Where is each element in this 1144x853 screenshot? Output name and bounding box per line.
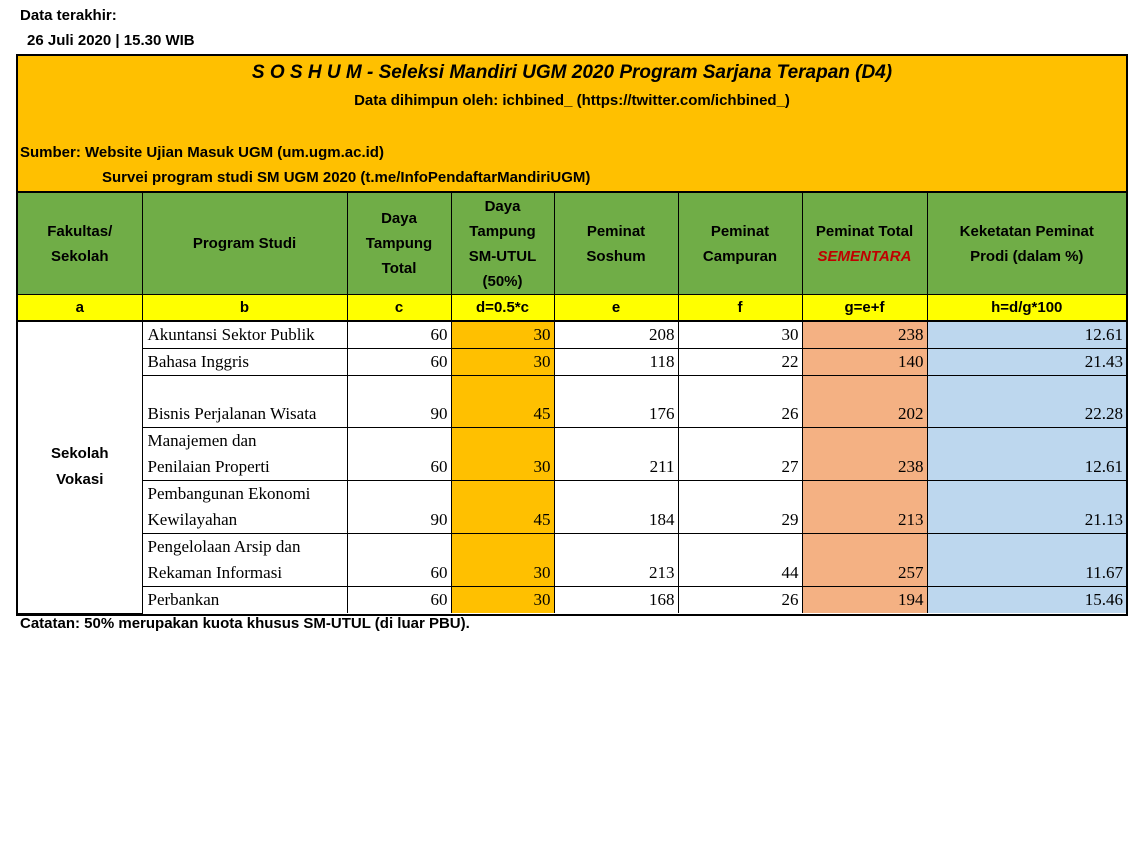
table-row <box>18 321 1126 349</box>
peminat-campuran-cell: 27 <box>678 428 802 481</box>
header-peminat-total: Peminat Total SEMENTARA <box>802 193 927 295</box>
header-peminat-soshum: Peminat Soshum <box>554 193 678 295</box>
formula-cell: c <box>347 295 451 322</box>
admission-table <box>18 192 1126 614</box>
header-keketatan: Keketatan Peminat Prodi (dalam %) <box>927 193 1126 295</box>
peminat-campuran-cell: 26 <box>678 587 802 614</box>
daya-tampung-utul-cell: 45 <box>451 376 554 428</box>
formula-cell: g=e+f <box>802 295 927 322</box>
keketatan-cell: 12.61 <box>927 321 1126 349</box>
header-daya-tampung-total: Daya Tampung Total <box>347 193 451 295</box>
peminat-soshum-cell: 176 <box>554 376 678 428</box>
peminat-soshum-cell: 168 <box>554 587 678 614</box>
formula-row <box>18 295 1126 322</box>
peminat-soshum-cell: 211 <box>554 428 678 481</box>
formula-cell: b <box>142 295 347 322</box>
table-row <box>18 534 1126 587</box>
keketatan-cell: 12.61 <box>927 428 1126 481</box>
daya-tampung-utul-cell: 30 <box>451 428 554 481</box>
program-cell: Perbankan <box>142 587 347 614</box>
program-cell: Manajemen dan Penilaian Properti <box>142 428 347 481</box>
title-banner <box>18 56 1126 192</box>
keketatan-cell: 21.13 <box>927 481 1126 534</box>
daya-tampung-total-cell: 60 <box>347 428 451 481</box>
program-cell: Akuntansi Sektor Publik <box>142 321 347 349</box>
daya-tampung-total-cell: 60 <box>347 587 451 614</box>
header-fakultas: Fakultas/ Sekolah <box>18 193 142 295</box>
spreadsheet <box>16 54 1128 616</box>
compiled-by: Data dihimpun oleh: ichbined_ (https://twitter.com/ichbined_) <box>354 92 790 109</box>
peminat-campuran-cell: 44 <box>678 534 802 587</box>
daya-tampung-utul-cell: 30 <box>451 349 554 376</box>
table-row <box>18 428 1126 481</box>
program-cell: Bisnis Perjalanan Wisata <box>142 376 347 428</box>
table-row <box>18 376 1126 428</box>
peminat-campuran-cell: 26 <box>678 376 802 428</box>
daya-tampung-total-cell: 60 <box>347 534 451 587</box>
peminat-campuran-cell: 29 <box>678 481 802 534</box>
daya-tampung-total-cell: 90 <box>347 376 451 428</box>
header-daya-tampung-sm-utul: Daya Tampung SM-UTUL (50%) <box>451 193 554 295</box>
daya-tampung-utul-cell: 30 <box>451 321 554 349</box>
peminat-total-cell: 257 <box>802 534 927 587</box>
daya-tampung-total-cell: 60 <box>347 321 451 349</box>
source-website: Sumber: Website Ujian Masuk UGM (um.ugm.ac.id) <box>20 144 384 161</box>
keketatan-cell: 15.46 <box>927 587 1126 614</box>
source-survey: Survei program studi SM UGM 2020 (t.me/InfoPendaftarMandiriUGM) <box>102 169 591 186</box>
peminat-total-cell: 213 <box>802 481 927 534</box>
peminat-total-cell: 202 <box>802 376 927 428</box>
formula-cell: e <box>554 295 678 322</box>
program-cell: Pengelolaan Arsip dan Rekaman Informasi <box>142 534 347 587</box>
faculty-cell: Sekolah Vokasi <box>18 321 142 613</box>
table-row <box>18 481 1126 534</box>
daya-tampung-utul-cell: 45 <box>451 481 554 534</box>
peminat-campuran-cell: 30 <box>678 321 802 349</box>
keketatan-cell: 11.67 <box>927 534 1126 587</box>
table-row <box>18 349 1126 376</box>
footnote: Catatan: 50% merupakan kuota khusus SM-UTUL (di luar PBU). <box>20 615 470 632</box>
peminat-campuran-cell: 22 <box>678 349 802 376</box>
last-update-label: Data terakhir: <box>20 7 117 24</box>
program-cell: Bahasa Inggris <box>142 349 347 376</box>
daya-tampung-total-cell: 60 <box>347 349 451 376</box>
peminat-total-cell: 194 <box>802 587 927 614</box>
peminat-total-cell: 238 <box>802 428 927 481</box>
program-cell: Pembangunan Ekonomi Kewilayahan <box>142 481 347 534</box>
formula-cell: a <box>18 295 142 322</box>
keketatan-cell: 21.43 <box>927 349 1126 376</box>
peminat-soshum-cell: 208 <box>554 321 678 349</box>
formula-cell: d=0.5*c <box>451 295 554 322</box>
table-row <box>18 587 1126 614</box>
formula-cell: h=d/g*100 <box>927 295 1126 322</box>
peminat-soshum-cell: 184 <box>554 481 678 534</box>
last-update-datetime: 26 Juli 2020 | 15.30 WIB <box>27 32 195 49</box>
header-program-studi: Program Studi <box>142 193 347 295</box>
sementara-label: SEMENTARA <box>817 247 912 265</box>
sheet-title: S O S H U M - Seleksi Mandiri UGM 2020 Program Sarjana Terapan (D4) <box>251 62 893 83</box>
peminat-total-cell: 238 <box>802 321 927 349</box>
keketatan-cell: 22.28 <box>927 376 1126 428</box>
peminat-soshum-cell: 118 <box>554 349 678 376</box>
formula-cell: f <box>678 295 802 322</box>
peminat-soshum-cell: 213 <box>554 534 678 587</box>
header-row <box>18 193 1126 295</box>
daya-tampung-utul-cell: 30 <box>451 534 554 587</box>
daya-tampung-total-cell: 90 <box>347 481 451 534</box>
header-peminat-campuran: Peminat Campuran <box>678 193 802 295</box>
peminat-total-cell: 140 <box>802 349 927 376</box>
daya-tampung-utul-cell: 30 <box>451 587 554 614</box>
